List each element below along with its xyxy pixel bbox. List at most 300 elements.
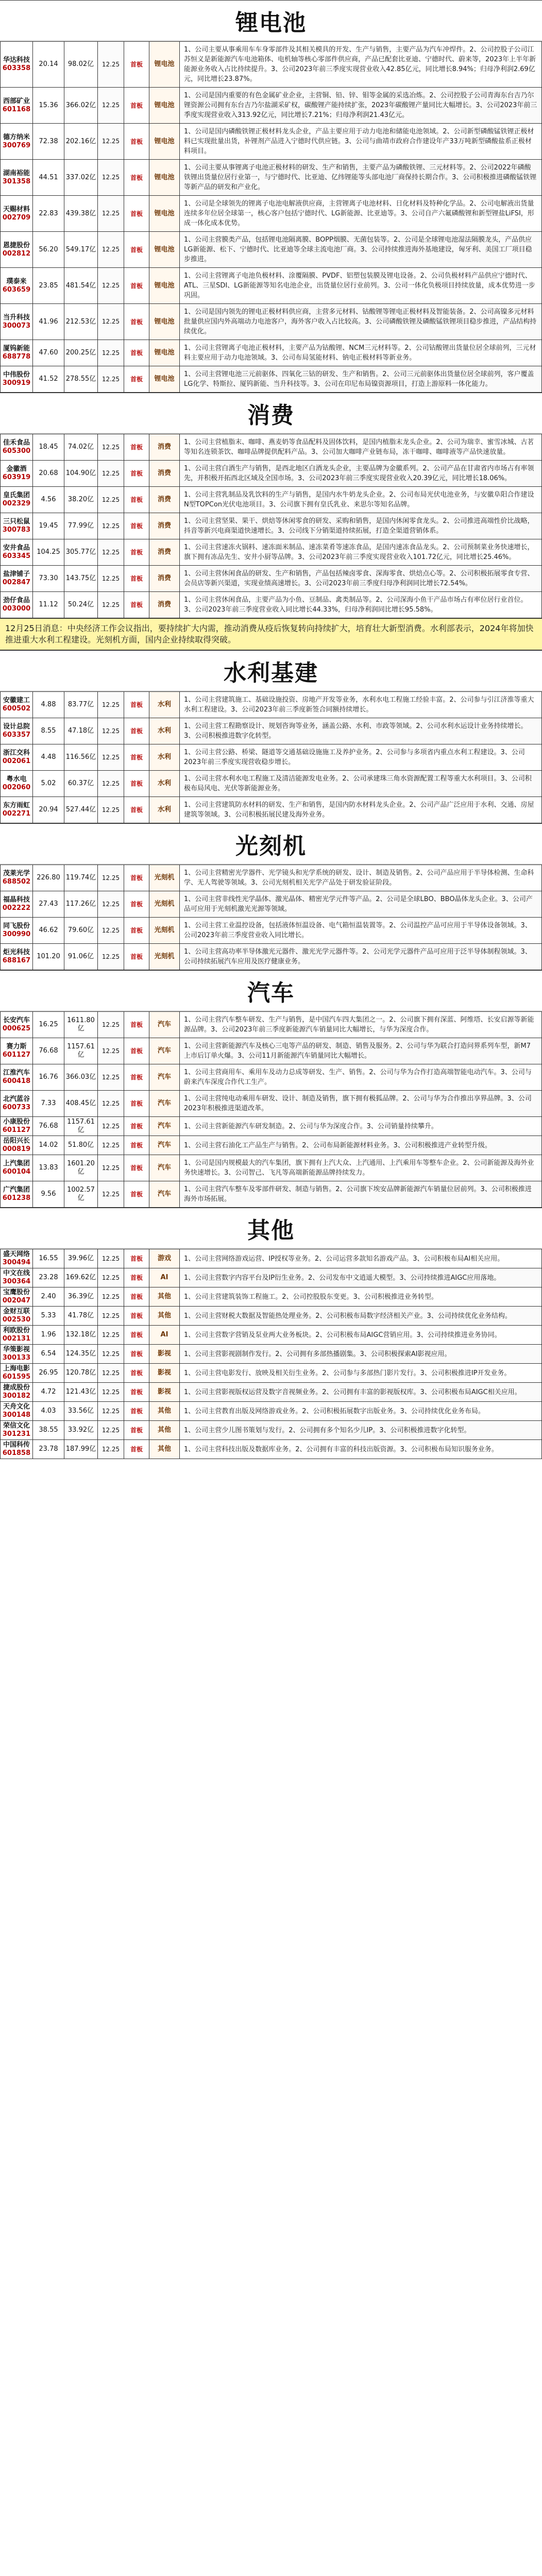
stock-row [1, 1117, 542, 1136]
stock-price: 20.94 [33, 797, 64, 823]
stock-name-cell [1, 340, 33, 366]
stock-market-cap: 200.25亿 [64, 340, 98, 366]
stock-row [1, 865, 542, 891]
stock-code: 600104 [2, 1168, 31, 1176]
stock-description: 1、公司主要从事锂离子电池正极材料的研发、生产和销售，主要产品为磷酸铁锂、三元材料等。2、公司2022年磷酸铁锂出货量位居行业第一，与宁德时代、比亚迪、亿纬锂能等头部电池厂商保持长期合作。3、公司积极推进磷酸锰铁锂等新产品的研发和产业化。 [180, 160, 542, 196]
stock-row [1, 1268, 542, 1287]
stock-name-cell [1, 487, 33, 513]
stock-date: 12.25 [98, 196, 124, 232]
concept-tag: 汽车 [149, 1038, 180, 1064]
board-flag: 首板 [124, 1117, 149, 1136]
stock-name-cell [1, 771, 33, 797]
stock-price: 44.51 [33, 160, 64, 196]
stock-code: 301358 [2, 177, 31, 185]
concept-tag: 影视 [149, 1383, 180, 1402]
stock-row [1, 1440, 542, 1459]
stock-name-cell [1, 232, 33, 268]
stock-name: 德方纳米 [3, 133, 30, 141]
concept-tag: 水利 [149, 771, 180, 797]
stock-name-cell [1, 366, 33, 393]
stock-date: 12.25 [98, 891, 124, 918]
stock-description: 1、公司主营汽车整车及零部件研发、制造与销售。2、公司旗下埃安品牌新能源汽车销量位居前列。3、公司积极推进海外市场拓展。 [180, 1181, 542, 1208]
stock-row [1, 268, 542, 304]
concept-tag: 光刻机 [149, 918, 180, 944]
stock-code: 688778 [2, 353, 31, 361]
stock-price: 18.45 [33, 434, 64, 461]
stock-name: 东方雨虹 [3, 802, 30, 809]
board-flag: 首板 [124, 340, 149, 366]
board-flag: 首板 [124, 434, 149, 461]
stock-code: 600733 [2, 1104, 31, 1111]
board-flag: 首板 [124, 461, 149, 487]
stock-name: 捷成股份 [3, 1384, 30, 1392]
stock-name: 安井食品 [3, 544, 30, 552]
board-flag: 首板 [124, 1287, 149, 1307]
stock-description: 1、公司是国内领先的锂电正极材料供应商，主营多元材料、钴酸锂等锂电正极材料及智能装备。2、公司高镍多元材料批量供应国内外高端动力电池客户，海外客户收入占比较高。3、公司磷酸铁锂及磷酸锰铁锂项目稳步推进，产品结构持续优化。 [180, 304, 542, 340]
stock-market-cap: 169.62亿 [64, 1268, 98, 1287]
stock-name-cell [1, 539, 33, 566]
stock-market-cap: 41.78亿 [64, 1307, 98, 1326]
stock-market-cap: 104.90亿 [64, 461, 98, 487]
stock-code: 003000 [2, 605, 31, 613]
stock-price: 23.28 [33, 1268, 64, 1287]
stock-code: 002329 [2, 500, 31, 507]
stock-name: 盛天网络 [3, 1250, 30, 1258]
stock-name: 荣信文化 [3, 1422, 30, 1430]
stock-price: 13.83 [33, 1155, 64, 1181]
concept-tag: 光刻机 [149, 891, 180, 918]
stock-description: 1、公司主营建筑装饰工程施工。2、公司控股股东变更。3、公司积极推进业务转型。 [180, 1287, 542, 1307]
stock-code: 002060 [2, 784, 31, 791]
stock-date: 12.25 [98, 461, 124, 487]
stock-name: 赛力斯 [6, 1043, 27, 1050]
stock-description: 1、公司主营数字内容平台及IP衍生业务。2、公司发布中文逍遥大模型。3、公司持续推进AIGC应用落地。 [180, 1268, 542, 1287]
stock-date: 12.25 [98, 1117, 124, 1136]
stock-price: 41.96 [33, 304, 64, 340]
stock-code: 600502 [2, 705, 31, 713]
stock-description: 1、公司主营休闲食品的研发、生产和销售，产品包括辣卤零食、深海零食、烘焙点心等。2、公司积极拓展零食专营、会员店等新兴渠道，实现业绩高速增长。3、公司2023年前三季度归母净利润同比增长72.54%。 [180, 566, 542, 592]
stock-date: 12.25 [98, 124, 124, 160]
stock-price: 16.55 [33, 1249, 64, 1268]
stock-date: 12.25 [98, 1364, 124, 1383]
stock-name: 设计总院 [3, 723, 30, 731]
stock-date: 12.25 [98, 944, 124, 970]
stock-code: 300182 [2, 1392, 31, 1400]
concept-tag: 汽车 [149, 1012, 180, 1038]
stock-description: 1、公司主营建筑施工、基础设施投资、房地产开发等业务，水利水电工程施工经验丰富。2、公司参与引江济淮等重大水利工程建设。3、公司2023年前三季度新签合同额持续增长。 [180, 692, 542, 718]
stock-market-cap: 187.99亿 [64, 1440, 98, 1459]
concept-tag: 锂电池 [149, 340, 180, 366]
stock-date: 12.25 [98, 1181, 124, 1208]
concept-tag: 汽车 [149, 1155, 180, 1181]
stock-row [1, 1136, 542, 1155]
stock-code: 601595 [2, 1373, 31, 1381]
stock-name-cell [1, 865, 33, 891]
stock-row [1, 918, 542, 944]
stock-name-cell [1, 692, 33, 718]
concept-tag: 其他 [149, 1287, 180, 1307]
board-flag: 首板 [124, 566, 149, 592]
stock-name: 福晶科技 [3, 896, 30, 904]
stock-name: 佳禾食品 [3, 439, 30, 447]
stock-description: 1、公司主营公路、桥梁、隧道等交通基础设施施工及养护业务。2、公司参与多项省内重点水利工程建设。3、公司2023年前三季度实现营收稳步增长。 [180, 744, 542, 771]
stock-name-cell [1, 434, 33, 461]
stock-name: 劲仔食品 [3, 597, 30, 604]
stock-name: 北汽蓝谷 [3, 1095, 30, 1103]
stock-market-cap: 117.26亿 [64, 891, 98, 918]
stock-description: 1、公司主营石油化工产品生产与销售。2、公司布局新能源材料业务。3、公司积极推进产业转型升级。 [180, 1136, 542, 1155]
stock-name: 小康股份 [3, 1118, 30, 1126]
stock-price: 73.30 [33, 566, 64, 592]
stock-price: 76.68 [33, 1038, 64, 1064]
stock-name: 当升科技 [3, 313, 30, 321]
stock-name: 粤水电 [6, 775, 27, 783]
stock-row [1, 592, 542, 618]
stock-price: 6.54 [33, 1345, 64, 1364]
stock-code: 300073 [2, 321, 31, 330]
concept-tag: 游戏 [149, 1249, 180, 1268]
stock-market-cap: 481.54亿 [64, 268, 98, 304]
stock-code: 603919 [2, 473, 31, 481]
stock-row [1, 1383, 542, 1402]
section-title-consumer: 消费 [0, 393, 542, 434]
stock-row [1, 539, 542, 566]
stock-market-cap: 212.53亿 [64, 304, 98, 340]
stock-code: 002812 [2, 249, 31, 258]
stock-price: 47.60 [33, 340, 64, 366]
stock-description: 1、公司主营精密光学器件、光学镜头和光学系统的研发、设计、制造及销售。2、公司产品应用于半导体检测、生命科学、无人驾驶等领域。3、公司光刻机相关光学产品处于研发验证阶段。 [180, 865, 542, 891]
stock-name: 炬光科技 [3, 948, 30, 956]
stock-row [1, 744, 542, 771]
stock-name-cell [1, 1038, 33, 1064]
stock-price: 101.20 [33, 944, 64, 970]
stock-name-cell [1, 592, 33, 618]
stock-name-cell [1, 891, 33, 918]
stock-name: 中文在线 [3, 1269, 30, 1277]
concept-tag: 汽车 [149, 1117, 180, 1136]
stock-price: 16.25 [33, 1012, 64, 1038]
stock-name: 西部矿业 [3, 97, 30, 105]
stock-name-cell [1, 461, 33, 487]
stock-market-cap: 33.92亿 [64, 1421, 98, 1440]
stock-description: 1、公司主营锂离子电池正极材料，主要产品为钴酸锂、NCM三元材料等。2、公司钴酸锂出货量位居全球前列，三元材料主要应用于动力电池领域。3、公司布局氢能材料、钠电正极材料等新业务。 [180, 340, 542, 366]
section-title-litho: 光刻机 [0, 823, 542, 865]
stock-description: 1、公司主营新能源汽车及核心三电等产品的研发、制造、销售及服务。2、公司与华为联合打造问界系列车型，新M7上市后订单火爆。3、公司11月新能源汽车销量同比大幅增长。 [180, 1038, 542, 1064]
stock-name: 金财互联 [3, 1308, 30, 1315]
stock-row [1, 434, 542, 461]
stock-name-cell [1, 718, 33, 744]
stock-row [1, 513, 542, 539]
concept-tag: 锂电池 [149, 124, 180, 160]
stock-price: 72.38 [33, 124, 64, 160]
stock-description: 1、公司主营建筑防水材料的研发、生产和销售，是国内防水材料龙头企业。2、公司产品广泛应用于水利、交通、房屋建筑等领域。3、公司积极拓展民建及海外业务。 [180, 797, 542, 823]
board-flag: 首板 [124, 1268, 149, 1287]
stock-row [1, 692, 542, 718]
stock-code: 301231 [2, 1430, 31, 1438]
stock-name-cell [1, 304, 33, 340]
stock-date: 12.25 [98, 1012, 124, 1038]
concept-tag: 汽车 [149, 1181, 180, 1208]
table-consumer [0, 434, 542, 618]
stock-price: 8.55 [33, 718, 64, 744]
concept-tag: 水利 [149, 692, 180, 718]
stock-market-cap: 98.02亿 [64, 42, 98, 88]
stock-price: 7.33 [33, 1091, 64, 1117]
news-notice: 12月25日消息：中央经济工作会议指出，要持续扩大内需，推动消费从疫后恢复转向持续扩大，培育壮大新型消费。水利部表示，2024年将加快推进重大水利工程建设。光刻机方面，国内企业持续取得突破。 [0, 618, 542, 650]
stock-date: 12.25 [98, 1383, 124, 1402]
stock-date: 12.25 [98, 539, 124, 566]
stock-description: 1、公司主营速冻火锅料、速冻面米制品、速冻菜肴等速冻食品，是国内速冻食品龙头。2、公司预制菜业务快速增长，旗下拥有冻品先生、安井小厨等品牌。3、公司2023年前三季度实现营业收入101.72亿元，同比增长25.46%。 [180, 539, 542, 566]
stock-row [1, 88, 542, 124]
board-flag: 首板 [124, 944, 149, 970]
stock-code: 002131 [2, 1335, 31, 1343]
stock-description: 1、公司主营财税大数据及智能热处理业务。2、公司积极布局数字经济相关产业。3、公司持续优化业务结构。 [180, 1307, 542, 1326]
stock-name-cell [1, 744, 33, 771]
stock-market-cap: 202.16亿 [64, 124, 98, 160]
concept-tag: 其他 [149, 1421, 180, 1440]
stock-market-cap: 549.17亿 [64, 232, 98, 268]
stock-market-cap: 1157.61亿 [64, 1038, 98, 1064]
stock-description: 1、公司主营电影发行、放映及相关衍生业务。2、公司参与多部热门影片发行。3、公司积极推进IP开发业务。 [180, 1364, 542, 1383]
stock-market-cap: 60.37亿 [64, 771, 98, 797]
table-lithium [0, 41, 542, 393]
table-water [0, 691, 542, 823]
board-flag: 首板 [124, 692, 149, 718]
stock-date: 12.25 [98, 771, 124, 797]
stock-name-cell [1, 42, 33, 88]
concept-tag: 消费 [149, 434, 180, 461]
board-flag: 首板 [124, 1402, 149, 1421]
stock-price: 15.36 [33, 88, 64, 124]
board-flag: 首板 [124, 124, 149, 160]
stock-date: 12.25 [98, 566, 124, 592]
stock-description: 1、公司主营植脂末、咖啡、燕麦奶等食品配料及固体饮料，是国内植脂末龙头企业。2、公司为瑞幸、蜜雪冰城、古茗等知名连锁茶饮、咖啡品牌提供配料产品。3、公司加大咖啡产业链布局，冻干咖啡、咖啡液等产品快速放量。 [180, 434, 542, 461]
stock-name-cell [1, 1155, 33, 1181]
stock-name: 江淮汽车 [3, 1069, 30, 1077]
stock-code: 002047 [2, 1297, 31, 1304]
stock-date: 12.25 [98, 1091, 124, 1117]
stock-code: 300769 [2, 141, 31, 149]
stock-code: 603357 [2, 731, 31, 739]
stock-price: 9.56 [33, 1181, 64, 1208]
stock-name: 湖南裕能 [3, 169, 30, 177]
board-flag: 首板 [124, 513, 149, 539]
stock-market-cap: 33.56亿 [64, 1402, 98, 1421]
stock-code: 000819 [2, 1145, 31, 1153]
stock-code: 002061 [2, 757, 31, 765]
stock-market-cap: 1601.20亿 [64, 1155, 98, 1181]
stock-name: 宝鹰股份 [3, 1289, 30, 1296]
stock-name-cell [1, 196, 33, 232]
stock-market-cap: 74.02亿 [64, 434, 98, 461]
stock-market-cap: 120.78亿 [64, 1364, 98, 1383]
board-flag: 首板 [124, 1345, 149, 1364]
stock-description: 1、公司主营工业温控设备，包括液体恒温设备、电气箱恒温装置等。2、公司温控产品可应用于半导体设备领域。3、公司2023年前三季度营业收入同比增长。 [180, 918, 542, 944]
stock-name: 恩捷股份 [3, 241, 30, 249]
stock-price: 23.78 [33, 1440, 64, 1459]
stock-code: 601238 [2, 1194, 31, 1202]
stock-date: 12.25 [98, 434, 124, 461]
stock-row [1, 891, 542, 918]
concept-tag: 汽车 [149, 1091, 180, 1117]
stock-code: 601127 [2, 1126, 31, 1134]
stock-row [1, 42, 542, 88]
stock-date: 12.25 [98, 160, 124, 196]
concept-tag: 锂电池 [149, 196, 180, 232]
concept-tag: 锂电池 [149, 88, 180, 124]
stock-date: 12.25 [98, 692, 124, 718]
stock-price: 5.02 [33, 771, 64, 797]
concept-tag: 消费 [149, 566, 180, 592]
stock-price: 20.68 [33, 461, 64, 487]
stock-name: 广汽集团 [3, 1186, 30, 1194]
stock-price: 2.40 [33, 1287, 64, 1307]
stock-name-cell [1, 160, 33, 196]
stock-price: 19.45 [33, 513, 64, 539]
stock-description: 1、公司是国内磷酸铁锂正极材料龙头企业，产品主要应用于动力电池和储能电池领域。2、公司新型磷酸锰铁锂正极材料已实现批量出货，补锂剂产品进入宁德时代供应链。3、公司与曲靖市政府合作建设年产33万吨新型磷酸盐系正极材料项目。 [180, 124, 542, 160]
stock-row [1, 1326, 542, 1345]
stock-description: 1、公司主营非线性光学晶体、激光晶体、精密光学元件等产品。2、公司是全球LBO、BBO晶体龙头企业。3、公司产品可应用于光刻机激光光源等领域。 [180, 891, 542, 918]
board-flag: 首板 [124, 42, 149, 88]
stock-description: 1、公司主营数字营销及泵业两大业务板块。2、公司积极布局AIGC营销应用。3、公司持续推进业务协同。 [180, 1326, 542, 1345]
stock-date: 12.25 [98, 304, 124, 340]
stock-row [1, 124, 542, 160]
stock-name-cell [1, 944, 33, 970]
concept-tag: 光刻机 [149, 944, 180, 970]
stock-row [1, 1091, 542, 1117]
stock-market-cap: 337.02亿 [64, 160, 98, 196]
stock-code: 603659 [2, 285, 31, 294]
stock-code: 002847 [2, 579, 31, 586]
board-flag: 首板 [124, 744, 149, 771]
stock-row [1, 1287, 542, 1307]
stock-row [1, 566, 542, 592]
stock-description: 1、公司主营商用车、乘用车及动力总成等研发、生产、销售。2、公司与华为合作打造高端智能电动汽车。3、公司与蔚来汽车深度合作代工生产。 [180, 1064, 542, 1091]
stock-name-cell [1, 1402, 33, 1421]
stock-description: 1、公司主营少儿图书策划与发行。2、公司拥有多个知名少儿IP。3、公司积极推进数字化转型。 [180, 1421, 542, 1440]
stock-market-cap: 50.24亿 [64, 592, 98, 618]
stock-market-cap: 47.18亿 [64, 718, 98, 744]
board-flag: 首板 [124, 1383, 149, 1402]
stock-price: 226.80 [33, 865, 64, 891]
stock-code: 300783 [2, 526, 31, 534]
stock-date: 12.25 [98, 268, 124, 304]
stock-code: 688502 [2, 878, 31, 886]
stock-code: 603345 [2, 552, 31, 560]
board-flag: 首板 [124, 1249, 149, 1268]
stock-name: 天赐材料 [3, 205, 30, 213]
stock-description: 1、公司主营科技出版及数据库业务。2、公司拥有丰富的科技出版资源。3、公司积极布局知识服务业务。 [180, 1440, 542, 1459]
stock-date: 12.25 [98, 513, 124, 539]
stock-row [1, 340, 542, 366]
stock-market-cap: 305.77亿 [64, 539, 98, 566]
stock-row [1, 1181, 542, 1208]
stock-row [1, 1064, 542, 1091]
stock-code: 688167 [2, 957, 31, 964]
stock-code: 002530 [2, 1316, 31, 1324]
concept-tag: 其他 [149, 1440, 180, 1459]
stock-name: 天舟文化 [3, 1403, 30, 1411]
concept-tag: 消费 [149, 487, 180, 513]
stock-name-cell [1, 1012, 33, 1038]
stock-description: 1、公司主营坚果、果干、烘焙等休闲零食的研发、采购和销售，是国内休闲零食龙头。2、公司推进高端性价比战略，抖音等新兴电商渠道快速增长。3、公司线下分销渠道持续拓展，打造全渠道营销体系。 [180, 513, 542, 539]
stock-description: 1、公司主营锂离子电池负极材料、涂覆隔膜、PVDF、铝塑包装膜及锂电设备。2、公司负极材料产品供应宁德时代、ATL、三星SDI、LG新能源等知名电池企业，出货量位居行业前列。3、公司一体化负极项目持续放量，成本优势进一步巩固。 [180, 268, 542, 304]
board-flag: 首板 [124, 718, 149, 744]
stock-row [1, 718, 542, 744]
stock-description: 1、公司主营工程勘察设计、规划咨询等业务，涵盖公路、水利、市政等领域。2、公司水利水运设计业务持续增长。3、公司积极推进数字化转型。 [180, 718, 542, 744]
stock-market-cap: 119.74亿 [64, 865, 98, 891]
stock-name-cell [1, 1383, 33, 1402]
stock-market-cap: 439.38亿 [64, 196, 98, 232]
stock-market-cap: 278.55亿 [64, 366, 98, 393]
concept-tag: 汽车 [149, 1064, 180, 1091]
stock-price: 4.72 [33, 1383, 64, 1402]
stock-name-cell [1, 1117, 33, 1136]
stock-name-cell [1, 918, 33, 944]
concept-tag: 水利 [149, 797, 180, 823]
stock-row [1, 232, 542, 268]
stock-code: 300919 [2, 379, 31, 387]
stock-code: 300148 [2, 1411, 31, 1419]
stock-market-cap: 116.56亿 [64, 744, 98, 771]
stock-market-cap: 366.03亿 [64, 1064, 98, 1091]
board-flag: 首板 [124, 268, 149, 304]
stock-description: 1、公司是全球领先的锂离子电池电解液供应商，主营锂离子电池材料、日化材料及特种化学品。2、公司电解液出货量连续多年位居全球第一，核心客户包括宁德时代、LG新能源、比亚迪等。3、公司自产六氟磷酸锂和新型锂盐LiFSI，形成一体化成本优势。 [180, 196, 542, 232]
stock-name-cell [1, 1268, 33, 1287]
concept-tag: 消费 [149, 513, 180, 539]
stock-name: 三只松鼠 [3, 518, 30, 526]
board-flag: 首板 [124, 160, 149, 196]
concept-tag: 锂电池 [149, 268, 180, 304]
stock-name: 安徽建工 [3, 697, 30, 704]
stock-row [1, 1421, 542, 1440]
stock-price: 27.43 [33, 891, 64, 918]
stock-date: 12.25 [98, 487, 124, 513]
stock-description: 1、公司主营水利水电工程施工及清洁能源发电业务。2、公司承建珠三角水资源配置工程等重大水利项目。3、公司积极布局风电、光伏等新能源业务。 [180, 771, 542, 797]
stock-row [1, 1402, 542, 1421]
board-flag: 首板 [124, 1307, 149, 1326]
stock-date: 12.25 [98, 718, 124, 744]
stock-price: 4.48 [33, 744, 64, 771]
stock-date: 12.25 [98, 1326, 124, 1345]
stock-code: 300133 [2, 1354, 31, 1362]
stock-description: 1、公司主营纯电动乘用车研发、设计、制造及销售，旗下拥有极狐品牌。2、公司与华为合作推出享界品牌。3、公司2023年积极推进渠道改革。 [180, 1091, 542, 1117]
stock-name-cell [1, 1440, 33, 1459]
stock-date: 12.25 [98, 1064, 124, 1091]
stock-row [1, 1012, 542, 1038]
board-flag: 首板 [124, 1155, 149, 1181]
concept-tag: 锂电池 [149, 160, 180, 196]
stock-date: 12.25 [98, 88, 124, 124]
stock-code: 601858 [2, 1449, 31, 1457]
stock-date: 12.25 [98, 42, 124, 88]
stock-price: 14.02 [33, 1136, 64, 1155]
board-flag: 首板 [124, 918, 149, 944]
board-flag: 首板 [124, 1091, 149, 1117]
concept-tag: 其他 [149, 1402, 180, 1421]
stock-price: 22.83 [33, 196, 64, 232]
stock-date: 12.25 [98, 1345, 124, 1364]
section-title-water: 水利基建 [0, 650, 542, 691]
stock-description: 1、公司主营影视版权运营及数字音视频业务。2、公司拥有丰富的影视版权库。3、公司积极布局AIGC相关应用。 [180, 1383, 542, 1402]
stock-name-cell [1, 1091, 33, 1117]
stock-price: 56.20 [33, 232, 64, 268]
stock-description: 1、公司主营高功率半导体激光元器件、激光光学元器件等。2、公司光学元器件产品可应用于泛半导体制程领域。3、公司持续拓展汽车应用及医疗健康业务。 [180, 944, 542, 970]
concept-tag: 消费 [149, 461, 180, 487]
stock-name: 上海电影 [3, 1365, 30, 1372]
stock-row [1, 1307, 542, 1326]
stock-market-cap: 77.99亿 [64, 513, 98, 539]
